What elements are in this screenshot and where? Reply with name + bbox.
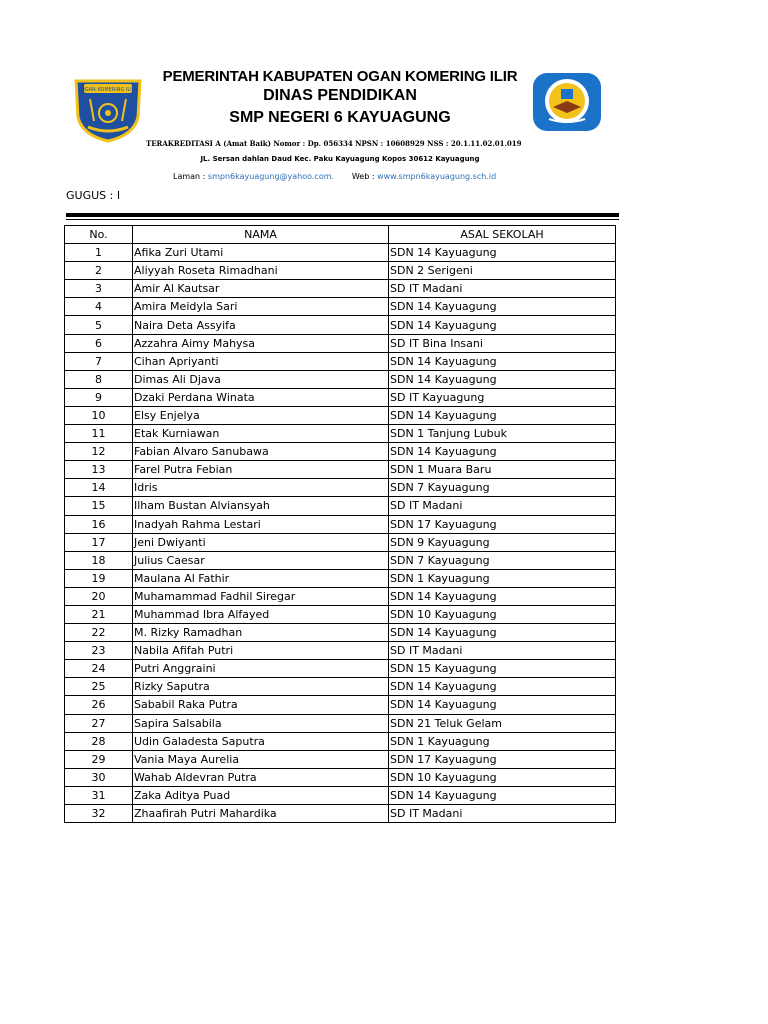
table-row xyxy=(65,786,616,804)
table-row xyxy=(65,388,616,406)
cell-asal-sekolah: SDN 14 Kayuagung xyxy=(389,370,616,388)
header-divider xyxy=(66,213,619,217)
table-row xyxy=(65,461,616,479)
cell-no: 21 xyxy=(65,605,133,623)
contact-line xyxy=(173,172,496,181)
cell-no: 19 xyxy=(65,569,133,587)
cell-no: 11 xyxy=(65,425,133,443)
table-row xyxy=(65,443,616,461)
table-row xyxy=(65,497,616,515)
department-title: DINAS PENDIDIKAN xyxy=(263,87,417,104)
table-row xyxy=(65,732,616,750)
table-row xyxy=(65,714,616,732)
cell-no: 8 xyxy=(65,370,133,388)
crest-text: OGAN KOMERING ILIR xyxy=(80,87,136,93)
cell-no: 20 xyxy=(65,587,133,605)
cell-nama: Zaka Aditya Puad xyxy=(133,786,389,804)
header-divider-thin xyxy=(66,219,619,220)
web-label: Web : xyxy=(351,172,375,181)
cell-no: 13 xyxy=(65,461,133,479)
table-row xyxy=(65,425,616,443)
table-row xyxy=(65,515,616,533)
cell-nama: Muhamammad Fadhil Siregar xyxy=(133,587,389,605)
cell-nama: Maulana Al Fathir xyxy=(133,569,389,587)
cell-nama: Ilham Bustan Alviansyah xyxy=(133,497,389,515)
cell-asal-sekolah: SDN 14 Kayuagung xyxy=(389,352,616,370)
gugus-label: GUGUS : I xyxy=(66,189,121,202)
cell-nama: Sapira Salsabila xyxy=(133,714,389,732)
table-row xyxy=(65,406,616,424)
cell-asal-sekolah: SDN 21 Teluk Gelam xyxy=(389,714,616,732)
website-link[interactable]: www.smpn6kayuagung.sch.id xyxy=(377,172,497,181)
cell-asal-sekolah: SDN 1 Kayuagung xyxy=(389,732,616,750)
column-header-nama: NAMA xyxy=(133,226,389,244)
cell-asal-sekolah: SDN 14 Kayuagung xyxy=(389,443,616,461)
table-row xyxy=(65,660,616,678)
cell-no: 30 xyxy=(65,768,133,786)
cell-nama: Azzahra Aimy Mahysa xyxy=(133,334,389,352)
table-body xyxy=(65,244,616,823)
table-header-row xyxy=(65,226,616,244)
email-link[interactable]: smpn6kayuagung@yahoo.com. xyxy=(207,172,335,181)
cell-asal-sekolah: SDN 1 Muara Baru xyxy=(389,461,616,479)
cell-asal-sekolah: SDN 17 Kayuagung xyxy=(389,750,616,768)
cell-no: 1 xyxy=(65,244,133,262)
cell-nama: Wahab Aldevran Putra xyxy=(133,768,389,786)
cell-nama: Rizky Saputra xyxy=(133,678,389,696)
table-row xyxy=(65,352,616,370)
cell-asal-sekolah: SDN 14 Kayuagung xyxy=(389,244,616,262)
cell-asal-sekolah: SDN 14 Kayuagung xyxy=(389,406,616,424)
cell-nama: Vania Maya Aurelia xyxy=(133,750,389,768)
cell-no: 22 xyxy=(65,624,133,642)
government-title: PEMERINTAH KABUPATEN OGAN KOMERING ILIR xyxy=(162,68,518,85)
cell-no: 6 xyxy=(65,334,133,352)
cell-asal-sekolah: SDN 1 Kayuagung xyxy=(389,569,616,587)
cell-nama: Farel Putra Febian xyxy=(133,461,389,479)
table-row xyxy=(65,768,616,786)
table-row xyxy=(65,696,616,714)
cell-nama: Amira Meidyla Sari xyxy=(133,298,389,316)
student-table xyxy=(64,225,616,823)
cell-asal-sekolah: SD IT Madani xyxy=(389,805,616,823)
table-row xyxy=(65,605,616,623)
cell-no: 25 xyxy=(65,678,133,696)
cell-no: 16 xyxy=(65,515,133,533)
table-row xyxy=(65,280,616,298)
cell-asal-sekolah: SDN 14 Kayuagung xyxy=(389,587,616,605)
table-row xyxy=(65,642,616,660)
cell-asal-sekolah: SDN 2 Serigeni xyxy=(389,262,616,280)
cell-no: 14 xyxy=(65,479,133,497)
table-row xyxy=(65,587,616,605)
cell-asal-sekolah: SDN 14 Kayuagung xyxy=(389,316,616,334)
cell-asal-sekolah: SDN 7 Kayuagung xyxy=(389,551,616,569)
table-row xyxy=(65,479,616,497)
cell-nama: Udin Galadesta Saputra xyxy=(133,732,389,750)
table-row xyxy=(65,244,616,262)
cell-asal-sekolah: SD IT Bina Insani xyxy=(389,334,616,352)
table-row xyxy=(65,533,616,551)
cell-asal-sekolah: SDN 17 Kayuagung xyxy=(389,515,616,533)
cell-nama: Etak Kurniawan xyxy=(133,425,389,443)
address-line: JL. Sersan dahlan Daud Kec. Paku Kayuagung Kopos 30612 Kayuagung xyxy=(200,155,480,163)
cell-no: 26 xyxy=(65,696,133,714)
cell-asal-sekolah: SDN 10 Kayuagung xyxy=(389,768,616,786)
cell-asal-sekolah: SDN 1 Tanjung Lubuk xyxy=(389,425,616,443)
cell-nama: Idris xyxy=(133,479,389,497)
cell-no: 23 xyxy=(65,642,133,660)
cell-no: 4 xyxy=(65,298,133,316)
cell-nama: Elsy Enjelya xyxy=(133,406,389,424)
cell-nama: Sababil Raka Putra xyxy=(133,696,389,714)
table-row xyxy=(65,750,616,768)
cell-no: 15 xyxy=(65,497,133,515)
laman-label: Laman : xyxy=(173,172,206,181)
cell-nama: Naira Deta Assyifa xyxy=(133,316,389,334)
cell-asal-sekolah: SDN 15 Kayuagung xyxy=(389,660,616,678)
cell-no: 3 xyxy=(65,280,133,298)
cell-nama: Nabila Afifah Putri xyxy=(133,642,389,660)
cell-asal-sekolah: SDN 14 Kayuagung xyxy=(389,298,616,316)
cell-no: 10 xyxy=(65,406,133,424)
cell-no: 12 xyxy=(65,443,133,461)
cell-asal-sekolah: SD IT Madani xyxy=(389,280,616,298)
column-header-no: No. xyxy=(65,226,133,244)
table-row xyxy=(65,370,616,388)
cell-no: 29 xyxy=(65,750,133,768)
table-row xyxy=(65,569,616,587)
cell-no: 32 xyxy=(65,805,133,823)
cell-asal-sekolah: SDN 14 Kayuagung xyxy=(389,678,616,696)
cell-asal-sekolah: SDN 14 Kayuagung xyxy=(389,624,616,642)
cell-nama: Dzaki Perdana Winata xyxy=(133,388,389,406)
cell-nama: Cihan Apriyanti xyxy=(133,352,389,370)
cell-no: 18 xyxy=(65,551,133,569)
table-row xyxy=(65,316,616,334)
cell-nama: Afika Zuri Utami xyxy=(133,244,389,262)
cell-nama: Inadyah Rahma Lestari xyxy=(133,515,389,533)
cell-nama: Muhammad Ibra Alfayed xyxy=(133,605,389,623)
cell-nama: Jeni Dwiyanti xyxy=(133,533,389,551)
school-title: SMP NEGERI 6 KAYUAGUNG xyxy=(229,109,451,126)
cell-nama: Amir Al Kautsar xyxy=(133,280,389,298)
column-header-asal-sekolah: ASAL SEKOLAH xyxy=(389,226,616,244)
table-row xyxy=(65,334,616,352)
cell-no: 9 xyxy=(65,388,133,406)
cell-asal-sekolah: SDN 9 Kayuagung xyxy=(389,533,616,551)
cell-no: 31 xyxy=(65,786,133,804)
cell-asal-sekolah: SDN 14 Kayuagung xyxy=(389,786,616,804)
cell-nama: Zhaafirah Putri Mahardika xyxy=(133,805,389,823)
accreditation-line: TERAKREDITASI A (Amat Baik) Nomor : Dp. 056334 NPSN : 10608929 NSS : 20.1.11.02.01.019 xyxy=(146,139,522,148)
cell-nama: M. Rizky Ramadhan xyxy=(133,624,389,642)
table-row xyxy=(65,298,616,316)
cell-nama: Aliyyah Roseta Rimadhani xyxy=(133,262,389,280)
cell-nama: Dimas Ali Djava xyxy=(133,370,389,388)
cell-asal-sekolah: SDN 14 Kayuagung xyxy=(389,696,616,714)
cell-nama: Putri Anggraini xyxy=(133,660,389,678)
cell-nama: Fabian Alvaro Sanubawa xyxy=(133,443,389,461)
cell-no: 2 xyxy=(65,262,133,280)
cell-asal-sekolah: SDN 10 Kayuagung xyxy=(389,605,616,623)
table-row xyxy=(65,624,616,642)
cell-asal-sekolah: SDN 7 Kayuagung xyxy=(389,479,616,497)
cell-no: 5 xyxy=(65,316,133,334)
cell-asal-sekolah: SD IT Kayuagung xyxy=(389,388,616,406)
cell-nama: Julius Caesar xyxy=(133,551,389,569)
cell-no: 28 xyxy=(65,732,133,750)
table-row xyxy=(65,678,616,696)
table-row xyxy=(65,551,616,569)
cell-asal-sekolah: SD IT Madani xyxy=(389,642,616,660)
cell-no: 24 xyxy=(65,660,133,678)
cell-no: 17 xyxy=(65,533,133,551)
table-row xyxy=(65,262,616,280)
table-row xyxy=(65,805,616,823)
cell-asal-sekolah: SD IT Madani xyxy=(389,497,616,515)
cell-no: 27 xyxy=(65,714,133,732)
cell-no: 7 xyxy=(65,352,133,370)
